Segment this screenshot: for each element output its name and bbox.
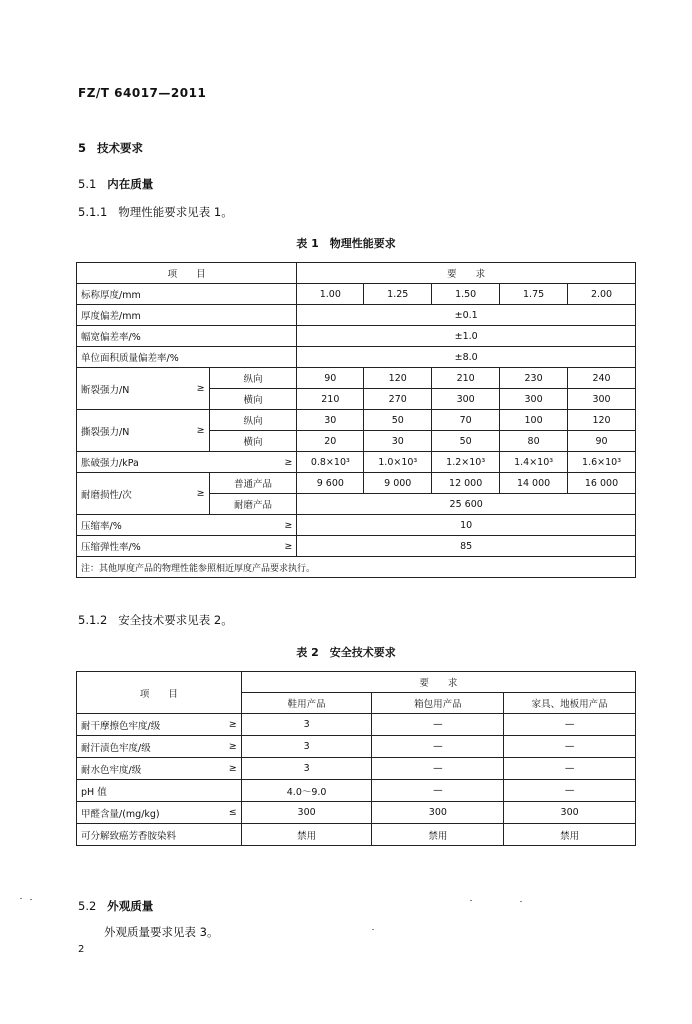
row-label bbox=[77, 758, 242, 780]
section-number: 5.1.1 bbox=[78, 205, 108, 219]
table-row bbox=[77, 515, 636, 536]
cell: 0.8×10³ bbox=[297, 452, 364, 473]
cell: 300 bbox=[568, 389, 636, 410]
scan-speck bbox=[372, 929, 374, 930]
section-title: 外观质量 bbox=[107, 899, 154, 913]
row-label bbox=[77, 410, 210, 452]
table-row bbox=[77, 347, 636, 368]
cell: 1.0×10³ bbox=[364, 452, 432, 473]
cell: 300 bbox=[504, 802, 636, 824]
section-text: 物理性能要求见表 1。 bbox=[118, 205, 233, 219]
table-row bbox=[77, 452, 636, 473]
header-requirement: 要 求 bbox=[297, 263, 636, 284]
sub-label: 横向 bbox=[209, 431, 297, 452]
table-row bbox=[77, 326, 636, 347]
row-label bbox=[77, 452, 297, 473]
row-label bbox=[77, 536, 297, 557]
section-text: 安全技术要求见表 2。 bbox=[118, 613, 233, 627]
section-5-1-2 bbox=[78, 612, 233, 628]
cell: 300 bbox=[372, 802, 504, 824]
cell: 85 bbox=[297, 536, 636, 557]
row-label bbox=[77, 714, 242, 736]
cell: — bbox=[504, 714, 636, 736]
section-5-2-text: 外观质量要求见表 3。 bbox=[104, 925, 219, 939]
geq-sign: ≥ bbox=[228, 741, 237, 752]
cell: 9 600 bbox=[297, 473, 364, 494]
geq-sign: ≥ bbox=[196, 488, 205, 499]
cell: 禁用 bbox=[241, 824, 372, 846]
geq-sign: ≥ bbox=[284, 519, 293, 531]
cell: ±1.0 bbox=[297, 326, 636, 347]
header-requirement: 要 求 bbox=[241, 672, 635, 693]
cell: 12 000 bbox=[432, 473, 500, 494]
label-text: 耐汗渍色牢度/级 bbox=[81, 742, 151, 754]
row-label: 幅宽偏差率/% bbox=[77, 326, 297, 347]
cell: 3 bbox=[241, 714, 372, 736]
scan-speck bbox=[30, 899, 32, 900]
header-item: 项 目 bbox=[77, 263, 297, 284]
row-label bbox=[77, 802, 242, 824]
cell: 300 bbox=[241, 802, 372, 824]
cell: 210 bbox=[297, 389, 364, 410]
geq-sign: ≥ bbox=[228, 763, 237, 774]
geq-sign: ≥ bbox=[196, 383, 205, 394]
table-header-row bbox=[77, 263, 636, 284]
cell: 3 bbox=[241, 736, 372, 758]
table2-caption: 表 2 安全技术要求 bbox=[296, 646, 396, 659]
label-text: pH 值 bbox=[81, 786, 107, 798]
table-row bbox=[77, 802, 636, 824]
cell: 90 bbox=[568, 431, 636, 452]
label-text: 压缩率/% bbox=[81, 521, 122, 532]
cell: 1.2×10³ bbox=[432, 452, 500, 473]
cell: 30 bbox=[364, 431, 432, 452]
cell: — bbox=[372, 780, 504, 802]
row-label: 单位面积质量偏差率/% bbox=[77, 347, 297, 368]
table-row bbox=[77, 473, 636, 494]
header-col: 箱包用产品 bbox=[372, 693, 504, 714]
cell: 1.00 bbox=[297, 284, 364, 305]
cell: — bbox=[504, 736, 636, 758]
cell: 1.50 bbox=[432, 284, 500, 305]
label-text: 断裂强力/N bbox=[81, 384, 130, 396]
section-5-1-heading bbox=[78, 176, 153, 192]
table1-caption: 表 1 物理性能要求 bbox=[296, 237, 396, 250]
table2-safety-requirements bbox=[76, 671, 636, 846]
section-5-2-heading bbox=[78, 898, 153, 914]
cell: 120 bbox=[568, 410, 636, 431]
geq-sign: ≥ bbox=[284, 456, 293, 468]
cell: 30 bbox=[297, 410, 364, 431]
sub-label: 纵向 bbox=[209, 368, 297, 389]
section-number: 5 bbox=[78, 141, 87, 155]
row-label: 标称厚度/mm bbox=[77, 284, 297, 305]
label-text: 甲醛含量/(mg/kg) bbox=[81, 808, 160, 820]
geq-sign: ≥ bbox=[228, 719, 237, 730]
section-number: 5.1.2 bbox=[78, 613, 108, 627]
label-text: 耐磨损性/次 bbox=[81, 489, 132, 501]
cell: 50 bbox=[432, 431, 500, 452]
cell: 230 bbox=[500, 368, 568, 389]
sub-label: 耐磨产品 bbox=[209, 494, 297, 515]
section-number: 5.1 bbox=[78, 177, 97, 191]
table-header-row bbox=[77, 672, 636, 693]
table-row bbox=[77, 410, 636, 431]
cell: 4.0～9.0 bbox=[241, 780, 372, 802]
cell: 1.6×10³ bbox=[568, 452, 636, 473]
section-title: 技术要求 bbox=[96, 141, 143, 155]
cell: 70 bbox=[432, 410, 500, 431]
scan-speck bbox=[520, 901, 522, 902]
cell: 9 000 bbox=[364, 473, 432, 494]
cell: 20 bbox=[297, 431, 364, 452]
cell: 1.4×10³ bbox=[500, 452, 568, 473]
cell: 210 bbox=[432, 368, 500, 389]
standard-number: FZ/T 64017—2011 bbox=[78, 86, 207, 100]
cell: 1.75 bbox=[500, 284, 568, 305]
cell: 50 bbox=[364, 410, 432, 431]
geq-sign: ≥ bbox=[196, 425, 205, 436]
label-text: 耐水色牢度/级 bbox=[81, 764, 142, 776]
label-text: 撕裂强力/N bbox=[81, 426, 130, 438]
row-label bbox=[77, 368, 210, 410]
cell: — bbox=[372, 758, 504, 780]
label-text: 可分解致癌芳香胺染料 bbox=[81, 830, 177, 842]
table-row bbox=[77, 824, 636, 846]
table-row bbox=[77, 758, 636, 780]
cell: 240 bbox=[568, 368, 636, 389]
scan-speck bbox=[470, 900, 472, 901]
cell: 80 bbox=[500, 431, 568, 452]
section-5-1-1 bbox=[78, 204, 233, 220]
scan-speck bbox=[20, 898, 22, 899]
table-row bbox=[77, 368, 636, 389]
cell: 300 bbox=[432, 389, 500, 410]
table-note: 注：其他厚度产品的物理性能参照相近厚度产品要求执行。 bbox=[77, 557, 636, 578]
geq-sign: ≥ bbox=[284, 540, 293, 552]
cell: 120 bbox=[364, 368, 432, 389]
cell: 14 000 bbox=[500, 473, 568, 494]
cell: — bbox=[504, 758, 636, 780]
row-label bbox=[77, 473, 210, 515]
table-row bbox=[77, 780, 636, 802]
table-row bbox=[77, 284, 636, 305]
section-number: 5.2 bbox=[78, 899, 97, 913]
table1-physical-properties bbox=[76, 262, 636, 578]
cell: 90 bbox=[297, 368, 364, 389]
section-5-heading bbox=[78, 140, 143, 156]
row-label bbox=[77, 736, 242, 758]
sub-label: 纵向 bbox=[209, 410, 297, 431]
cell: ±8.0 bbox=[297, 347, 636, 368]
section-title: 内在质量 bbox=[107, 177, 154, 191]
cell: — bbox=[372, 714, 504, 736]
table-row bbox=[77, 736, 636, 758]
cell: 禁用 bbox=[504, 824, 636, 846]
row-label bbox=[77, 824, 242, 846]
row-label: 厚度偏差/mm bbox=[77, 305, 297, 326]
cell: 100 bbox=[500, 410, 568, 431]
cell: 2.00 bbox=[568, 284, 636, 305]
row-label bbox=[77, 515, 297, 536]
page-number: 2 bbox=[78, 944, 85, 955]
header-col: 鞋用产品 bbox=[241, 693, 372, 714]
cell: 10 bbox=[297, 515, 636, 536]
cell: 1.25 bbox=[364, 284, 432, 305]
header-item: 项 目 bbox=[77, 672, 242, 714]
cell: — bbox=[372, 736, 504, 758]
cell: 270 bbox=[364, 389, 432, 410]
cell: ±0.1 bbox=[297, 305, 636, 326]
cell: 300 bbox=[500, 389, 568, 410]
cell: 禁用 bbox=[372, 824, 504, 846]
table-row bbox=[77, 305, 636, 326]
row-label bbox=[77, 780, 242, 802]
label-text: 压缩弹性率/% bbox=[81, 542, 141, 553]
cell: 3 bbox=[241, 758, 372, 780]
cell: 16 000 bbox=[568, 473, 636, 494]
sub-label: 横向 bbox=[209, 389, 297, 410]
table-row bbox=[77, 714, 636, 736]
table-row bbox=[77, 536, 636, 557]
table-note-row bbox=[77, 557, 636, 578]
sub-label: 普通产品 bbox=[209, 473, 297, 494]
header-col: 家具、地板用产品 bbox=[504, 693, 636, 714]
label-text: 胀破强力/kPa bbox=[81, 458, 139, 469]
label-text: 耐干摩擦色牢度/级 bbox=[81, 720, 161, 732]
cell: 25 600 bbox=[297, 494, 636, 515]
leq-sign: ≤ bbox=[228, 807, 237, 818]
cell: — bbox=[504, 780, 636, 802]
